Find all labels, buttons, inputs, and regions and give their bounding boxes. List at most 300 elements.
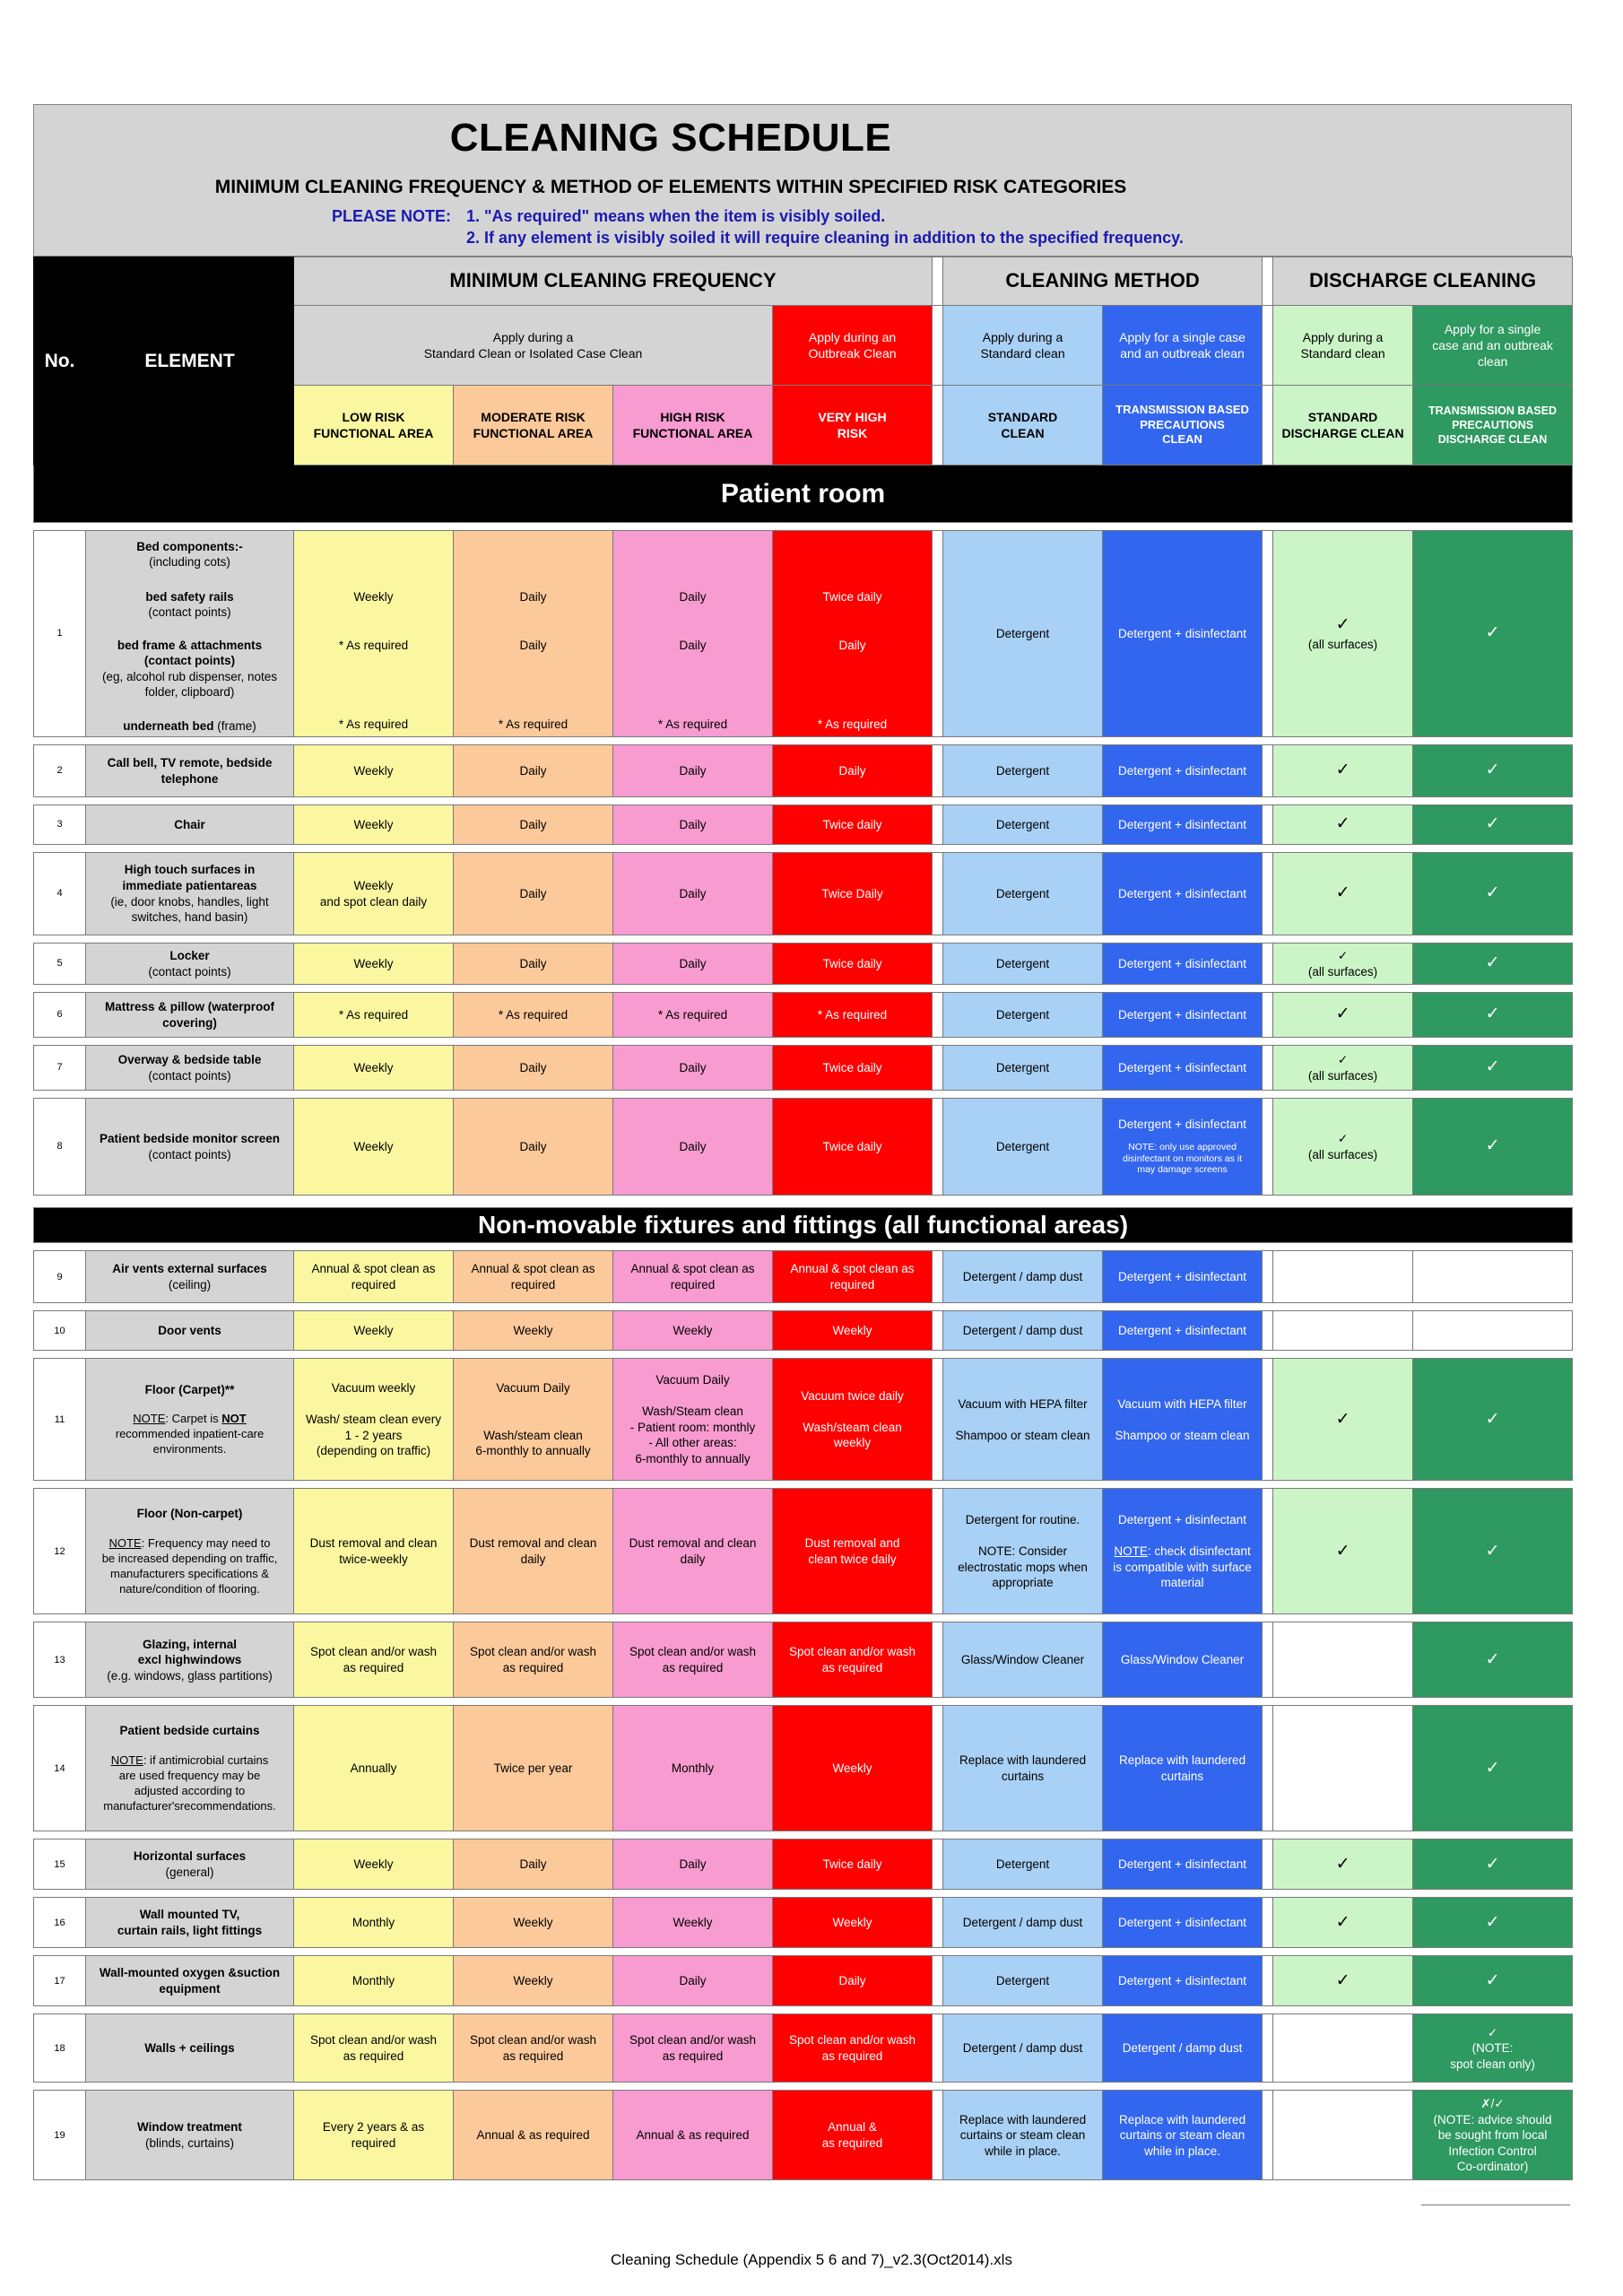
group-separator	[1263, 257, 1273, 306]
cell-moderate: Daily	[454, 944, 613, 985]
group-separator	[933, 2014, 943, 2083]
cell-tbp-clean: Detergent + disinfectant	[1103, 805, 1263, 845]
group-separator	[933, 993, 943, 1038]
spacer	[34, 1243, 1573, 1251]
element-label: Floor (Carpet)**	[144, 1382, 235, 1396]
cell-high: Annual & as required	[613, 2091, 773, 2180]
cell-standard-discharge: ✓	[1273, 1359, 1413, 1481]
row-number: 13	[34, 1622, 86, 1698]
group-separator	[933, 386, 943, 465]
cell-standard-clean: Detergent / damp dust	[943, 2014, 1103, 2083]
element-label: bed safety rails	[145, 589, 234, 604]
cell-tbp-clean: Detergent + disinfectant	[1103, 1046, 1263, 1091]
group-separator	[933, 745, 943, 797]
group-separator	[1263, 1099, 1273, 1196]
cell-very-high: Vacuum twice daily Wash/steam clean weekly	[773, 1359, 933, 1481]
cell-tbp-clean: Vacuum with HEPA filter Shampoo or steam clean	[1103, 1359, 1263, 1481]
element-sublabel: (contact points)	[148, 1147, 231, 1161]
group-separator	[933, 306, 943, 386]
col-no: No.	[34, 306, 86, 465]
spacer	[34, 1948, 1573, 1956]
cell-standard-clean: Detergent / damp dust	[943, 1311, 1103, 1351]
col-tbp-discharge: TRANSMISSION BASED PRECAUTIONS DISCHARGE CLEAN	[1413, 386, 1573, 465]
cell-low: Spot clean and/or wash as required	[294, 1622, 454, 1698]
cell-tbp-clean: Detergent + disinfectant	[1103, 1956, 1263, 2006]
row-element	[86, 1706, 294, 1831]
row-number: 18	[34, 2014, 86, 2083]
cell-standard-discharge	[1273, 1311, 1413, 1351]
element-sublabel: (frame)	[213, 718, 256, 733]
group-separator	[933, 1251, 943, 1303]
cell-standard-discharge: ✓	[1273, 1839, 1413, 1890]
element-label: Wall-mounted oxygen &suction equipment	[99, 1966, 281, 1996]
cell-standard-clean: Detergent	[943, 531, 1103, 737]
cell-moderate: Daily	[454, 853, 613, 935]
group-separator	[1263, 1839, 1273, 1890]
element-sublabel: (ceiling)	[168, 1277, 212, 1292]
apply-discharge-standard: Apply during a Standard clean	[1273, 306, 1413, 386]
cell-standard-discharge	[1273, 1251, 1413, 1303]
cleaning-schedule-sheet	[33, 104, 1572, 2180]
row-element	[86, 1311, 294, 1351]
row-element	[86, 993, 294, 1038]
row-number: 2	[34, 745, 86, 797]
note-text: : Frequency may need to be increased depending on traffic, manufacturers specifications & nature/condition of flooring.	[101, 1535, 278, 1596]
spacer	[34, 1481, 1573, 1489]
element-sublabel: (eg, alcohol rub dispenser, notes folder, clipboard)	[101, 669, 278, 700]
col-moderate-risk: MODERATE RISK FUNCTIONAL AREA	[454, 386, 613, 465]
cell-standard-clean: Replace with laundered curtains or steam clean while in place.	[943, 2091, 1103, 2180]
cell-low: Weekly	[294, 805, 454, 845]
group-separator	[1263, 944, 1273, 985]
cell-standard-clean: Detergent	[943, 944, 1103, 985]
cell-tbp-discharge: ✓	[1413, 1359, 1573, 1481]
cell-high: Monthly	[613, 1706, 773, 1831]
element-label: Bed components:-	[136, 539, 243, 553]
element-label: bed frame & attachments (contact points)	[117, 638, 263, 668]
spacer	[34, 523, 1573, 531]
element-sublabel: (blinds, curtains)	[144, 2135, 235, 2150]
row-number: 19	[34, 2091, 86, 2180]
cell-tbp-clean: Detergent / damp dust	[1103, 2014, 1263, 2083]
apply-standard: Apply during a Standard Clean or Isolated Case Clean	[294, 306, 773, 386]
row-number: 6	[34, 993, 86, 1038]
group-separator	[1263, 1359, 1273, 1481]
group-separator	[933, 944, 943, 985]
row-element	[86, 1251, 294, 1303]
cell-moderate: Vacuum Daily Wash/steam clean 6-monthly to annually	[454, 1359, 613, 1481]
row-number: 1	[34, 531, 86, 737]
group-separator	[933, 531, 943, 737]
element-label: Overway & bedside table	[117, 1052, 262, 1066]
element-label: underneath bed	[123, 718, 214, 733]
row-number: 3	[34, 805, 86, 845]
cell-very-high	[773, 531, 933, 737]
cell-very-high: * As required	[773, 993, 933, 1038]
cell-tbp-clean: Detergent + disinfectant	[1103, 1898, 1263, 1948]
cell-moderate	[454, 531, 613, 737]
col-standard-discharge: STANDARD DISCHARGE CLEAN	[1273, 386, 1413, 465]
group-discharge: DISCHARGE CLEANING	[1273, 257, 1573, 306]
patient-room-rows	[34, 737, 1573, 1196]
spacer	[34, 845, 1573, 853]
method-value: Detergent + disinfectant	[1118, 1513, 1247, 1527]
table-row-13	[34, 1622, 1573, 1698]
cell-very-high: Dust removal and clean twice daily	[773, 1489, 933, 1614]
table-row-3	[34, 805, 1573, 845]
cell-moderate: Daily	[454, 1099, 613, 1196]
cell-moderate: Spot clean and/or wash as required	[454, 1622, 613, 1698]
row-element	[86, 1839, 294, 1890]
table-row-6	[34, 993, 1573, 1038]
row-element	[86, 531, 294, 737]
group-separator	[1263, 531, 1273, 737]
element-label: Chair	[174, 817, 205, 831]
group-separator	[933, 1898, 943, 1948]
table-row-5	[34, 944, 1573, 985]
element-sublabel: (including cots)	[149, 555, 230, 570]
row-element	[86, 1489, 294, 1614]
cell-moderate: Weekly	[454, 1898, 613, 1948]
cell-high: Daily	[613, 805, 773, 845]
group-separator	[933, 1311, 943, 1351]
group-separator	[933, 1839, 943, 1890]
table-row-4	[34, 853, 1573, 935]
cell-high: Daily	[613, 1046, 773, 1091]
element-label: Floor (Non-carpet)	[136, 1507, 243, 1521]
cell-moderate: Daily	[454, 805, 613, 845]
group-separator	[1263, 386, 1273, 465]
sheet-header	[33, 104, 1572, 257]
spacer	[34, 737, 1573, 745]
cell-standard-clean: Detergent / damp dust	[943, 1898, 1103, 1948]
cell-standard-discharge: ✓	[1273, 1898, 1413, 1948]
element-sublabel: (general)	[165, 1865, 214, 1879]
row-element	[86, 805, 294, 845]
freq-value: * As required	[657, 717, 728, 731]
freq-value: * As required	[338, 717, 409, 731]
cell-low: Weekly	[294, 1839, 454, 1890]
cell-standard-discharge	[1273, 2091, 1413, 2180]
col-very-high-risk: VERY HIGH RISK	[773, 386, 933, 465]
footer-filename: Cleaning Schedule (Appendix 5 6 and 7)_v2.3(Oct2014).xls	[611, 2251, 1012, 2268]
cell-moderate: Dust removal and clean daily	[454, 1489, 613, 1614]
note-1: 1. "As required" means when the item is visibly soiled.	[466, 207, 886, 225]
element-label: Glazing, internal excl highwindows	[137, 1637, 242, 1667]
cell-moderate: * As required	[454, 993, 613, 1038]
cell-tbp-clean	[1103, 1099, 1263, 1196]
cell-very-high: Twice Daily	[773, 853, 933, 935]
spacer	[34, 1614, 1573, 1622]
note-text: recommended inpatient-care environments.	[115, 1427, 265, 1457]
freq-value: Daily	[838, 638, 866, 652]
cell-low	[294, 531, 454, 737]
spacer	[34, 985, 1573, 993]
element-label: Wall mounted TV, curtain rails, light fittings	[117, 1908, 263, 1937]
spacer	[34, 1351, 1573, 1359]
cell-tbp-clean: Detergent + disinfectant	[1103, 993, 1263, 1038]
cell-standard-clean: Detergent	[943, 1839, 1103, 1890]
col-element: ELEMENT	[86, 306, 294, 465]
apply-method-standard: Apply during a Standard clean	[943, 306, 1103, 386]
table-row-12	[34, 1489, 1573, 1614]
cell-tbp-clean: Detergent + disinfectant	[1103, 531, 1263, 737]
row-number: 17	[34, 1956, 86, 2006]
element-note	[89, 1536, 291, 1597]
freq-value: * As required	[498, 717, 568, 731]
row-number: 14	[34, 1706, 86, 1831]
table-row-9	[34, 1251, 1573, 1303]
cell-tbp-clean: Detergent + disinfectant	[1103, 1251, 1263, 1303]
group-separator	[1263, 1898, 1273, 1948]
group-separator	[1263, 306, 1273, 386]
cell-tbp-discharge: ✓ (NOTE: spot clean only)	[1413, 2014, 1573, 2083]
spacer	[34, 1196, 1573, 1208]
row-element	[86, 1359, 294, 1481]
cell-high: Annual & spot clean as required	[613, 1251, 773, 1303]
cell-tbp-discharge: ✗/✓ (NOTE: advice should be sought from local Infection Control Co-ordinator)	[1413, 2091, 1573, 2180]
group-separator	[933, 805, 943, 845]
group-separator	[933, 1489, 943, 1614]
cell-standard-clean: Detergent for routine. NOTE: Consider electrostatic mops when appropriate	[943, 1489, 1103, 1614]
method-note: : check disinfectant is compatible with surface material	[1113, 1544, 1252, 1590]
element-sublabel: (contact points)	[148, 964, 231, 978]
cell-tbp-clean: Glass/Window Cleaner	[1103, 1622, 1263, 1698]
note-label: NOTE	[110, 1752, 143, 1767]
note-emphasis: NOT	[221, 1412, 247, 1426]
cell-high: Daily	[613, 944, 773, 985]
note-2: 2. If any element is visibly soiled it will require cleaning in addition to the specified frequency.	[466, 229, 1184, 247]
cell-standard-clean: Glass/Window Cleaner	[943, 1622, 1103, 1698]
element-note	[89, 1753, 291, 1814]
cell-moderate: Daily	[454, 745, 613, 797]
cell-high	[613, 531, 773, 737]
table-row-1	[34, 531, 1573, 737]
freq-value: Daily	[679, 638, 707, 652]
cell-low: Weekly	[294, 1046, 454, 1091]
cell-tbp-discharge: ✓	[1413, 1099, 1573, 1196]
discharge-note: (all surfaces)	[1307, 638, 1378, 652]
cell-tbp-clean: Replace with laundered curtains	[1103, 1706, 1263, 1831]
group-separator	[933, 2091, 943, 2180]
page-subtitle: MINIMUM CLEANING FREQUENCY & METHOD OF ELEMENTS WITHIN SPECIFIED RISK CATEGORIES	[214, 177, 1127, 197]
spacer	[34, 2006, 1573, 2014]
cell-moderate: Daily	[454, 1046, 613, 1091]
table-row-10	[34, 1311, 1573, 1351]
element-label: Patient bedside monitor screen	[99, 1131, 281, 1145]
cell-tbp-discharge	[1413, 1251, 1573, 1303]
table-row-17	[34, 1956, 1573, 2006]
table-row-11	[34, 1359, 1573, 1481]
element-label: Window treatment	[137, 2120, 242, 2135]
spacer	[34, 1091, 1573, 1099]
cell-tbp-discharge: ✓	[1413, 745, 1573, 797]
cell-low: Monthly	[294, 1898, 454, 1948]
row-element	[86, 745, 294, 797]
cell-very-high: Annual & as required	[773, 2091, 933, 2180]
schedule-table	[33, 257, 1573, 2180]
table-row-19	[34, 2091, 1573, 2180]
element-label: Horizontal surfaces	[133, 1849, 247, 1864]
freq-value: Daily	[519, 589, 547, 604]
cell-tbp-discharge: ✓	[1413, 853, 1573, 935]
element-sublabel: (contact points)	[148, 1068, 231, 1083]
row-number: 16	[34, 1898, 86, 1948]
cell-standard-discharge	[1273, 2014, 1413, 2083]
cell-moderate: Twice per year	[454, 1706, 613, 1831]
cell-low: Weekly	[294, 745, 454, 797]
group-separator	[1263, 1956, 1273, 2006]
cell-standard-discharge: ✓	[1273, 993, 1413, 1038]
cell-low: Dust removal and clean twice-weekly	[294, 1489, 454, 1614]
element-label: Patient bedside curtains	[119, 1724, 260, 1738]
cell-tbp-discharge: ✓	[1413, 1622, 1573, 1698]
cell-tbp-clean: Detergent + disinfectant	[1103, 853, 1263, 935]
element-label: Door vents	[158, 1324, 221, 1338]
group-method: CLEANING METHOD	[943, 257, 1263, 306]
cell-low: Every 2 years & as required	[294, 2091, 454, 2180]
group-separator	[1263, 1311, 1273, 1351]
table-row-8	[34, 1099, 1573, 1196]
cell-tbp-clean: Detergent + disinfectant	[1103, 1839, 1263, 1890]
element-label: Mattress & pillow (waterproof covering)	[104, 999, 275, 1030]
cell-moderate: Weekly	[454, 1311, 613, 1351]
cell-low: Weekly	[294, 1311, 454, 1351]
col-low-risk: LOW RISK FUNCTIONAL AREA	[294, 386, 454, 465]
freq-value: Weekly	[353, 589, 394, 604]
cell-moderate: Daily	[454, 1839, 613, 1890]
element-sublabel: (ie, door knobs, handles, light switches, hand basin)	[110, 894, 269, 925]
group-separator	[1263, 853, 1273, 935]
cell-tbp-discharge: ✓	[1413, 805, 1573, 845]
row-element	[86, 2014, 294, 2083]
note-label: NOTE	[133, 1412, 166, 1426]
cell-low: Vacuum weekly Wash/ steam clean every 1 - 2 years (depending on traffic)	[294, 1359, 454, 1481]
cell-very-high: Twice daily	[773, 944, 933, 985]
element-note	[89, 1412, 291, 1457]
spacer	[34, 935, 1573, 944]
cell-standard-discharge: ✓	[1273, 1956, 1413, 2006]
cell-standard-clean: Detergent	[943, 805, 1103, 845]
row-number: 8	[34, 1099, 86, 1196]
header-corner	[34, 257, 294, 306]
cell-tbp-discharge	[1413, 1311, 1573, 1351]
group-separator	[933, 257, 943, 306]
cell-very-high: Spot clean and/or wash as required	[773, 2014, 933, 2083]
row-number: 7	[34, 1046, 86, 1091]
cell-standard-clean: Detergent	[943, 853, 1103, 935]
cell-low: Monthly	[294, 1956, 454, 2006]
row-element	[86, 2091, 294, 2180]
table-row-14	[34, 1706, 1573, 1831]
apply-outbreak: Apply during an Outbreak Clean	[773, 306, 933, 386]
col-tbp-clean: TRANSMISSION BASED PRECAUTIONS CLEAN	[1103, 386, 1263, 465]
cell-high: Weekly	[613, 1898, 773, 1948]
cell-low: Annual & spot clean as required	[294, 1251, 454, 1303]
row-element	[86, 1046, 294, 1091]
cell-moderate: Annual & as required	[454, 2091, 613, 2180]
cell-high: Spot clean and/or wash as required	[613, 1622, 773, 1698]
cell-low: Weekly	[294, 944, 454, 985]
group-separator	[1263, 1046, 1273, 1091]
cell-standard-discharge: ✓ (all surfaces)	[1273, 944, 1413, 985]
cell-high: Dust removal and clean daily	[613, 1489, 773, 1614]
group-separator	[1263, 1622, 1273, 1698]
cell-tbp-discharge: ✓	[1413, 1956, 1573, 2006]
freq-value: Daily	[519, 638, 547, 652]
cell-high: * As required	[613, 993, 773, 1038]
row-number: 10	[34, 1311, 86, 1351]
cell-high: Daily	[613, 1099, 773, 1196]
cell-low: Weekly	[294, 1099, 454, 1196]
col-standard-clean: STANDARD CLEAN	[943, 386, 1103, 465]
cell-low: Annually	[294, 1706, 454, 1831]
cell-tbp-clean	[1103, 1489, 1263, 1614]
apply-method-single: Apply for a single case and an outbreak clean	[1103, 306, 1263, 386]
row-element	[86, 1898, 294, 1948]
cell-tbp-discharge: ✓	[1413, 1898, 1573, 1948]
row-number: 4	[34, 853, 86, 935]
cell-standard-discharge	[1273, 1706, 1413, 1831]
table-row-18	[34, 2014, 1573, 2083]
cell-high: Spot clean and/or wash as required	[613, 2014, 773, 2083]
cell-very-high: Daily	[773, 745, 933, 797]
cell-very-high: Weekly	[773, 1898, 933, 1948]
row-number: 15	[34, 1839, 86, 1890]
spacer	[34, 1038, 1573, 1046]
cell-very-high: Weekly	[773, 1311, 933, 1351]
group-separator	[933, 853, 943, 935]
element-label: High touch surfaces in immediate patientareas	[122, 863, 257, 892]
spacer	[34, 1698, 1573, 1706]
page-title: CLEANING SCHEDULE	[449, 116, 892, 160]
note-text: : if antimicrobial curtains are used frequency may be adjusted according to manufacturer'srecommendations.	[103, 1752, 276, 1813]
cell-very-high: Twice daily	[773, 805, 933, 845]
element-label: Walls + ceilings	[144, 2041, 235, 2056]
cell-high: Daily	[613, 853, 773, 935]
group-separator	[933, 1706, 943, 1831]
row-element	[86, 944, 294, 985]
cell-low: Spot clean and/or wash as required	[294, 2014, 454, 2083]
spacer	[34, 2083, 1573, 2091]
group-separator	[1263, 1706, 1273, 1831]
freq-value: * As required	[817, 717, 888, 731]
element-label: Locker	[169, 948, 210, 962]
element-sublabel: (e.g. windows, glass partitions)	[107, 1668, 273, 1683]
cell-very-high: Weekly	[773, 1706, 933, 1831]
cell-very-high: Twice daily	[773, 1839, 933, 1890]
apply-discharge-single: Apply for a single case and an outbreak clean	[1413, 306, 1573, 386]
cell-very-high: Twice daily	[773, 1099, 933, 1196]
row-element	[86, 1956, 294, 2006]
note-label: PLEASE NOTE:	[332, 207, 452, 225]
cell-high: Vacuum Daily Wash/Steam clean - Patient room: monthly - All other areas: 6-monthly to annually	[613, 1359, 773, 1481]
cell-standard-discharge: ✓	[1273, 805, 1413, 845]
row-element	[86, 1099, 294, 1196]
cell-tbp-discharge: ✓	[1413, 531, 1573, 737]
table-row-7	[34, 1046, 1573, 1091]
cell-standard-discharge: ✓	[1273, 853, 1413, 935]
group-separator	[1263, 2014, 1273, 2083]
cell-tbp-discharge: ✓	[1413, 1839, 1573, 1890]
cell-tbp-clean: Detergent + disinfectant	[1103, 944, 1263, 985]
table-row-15	[34, 1839, 1573, 1890]
col-high-risk: HIGH RISK FUNCTIONAL AREA	[613, 386, 773, 465]
group-separator	[1263, 1251, 1273, 1303]
section-fixtures: Non-movable fixtures and fittings (all functional areas)	[34, 1208, 1573, 1243]
method-note-label: NOTE	[1114, 1544, 1148, 1559]
table-row-2	[34, 745, 1573, 797]
